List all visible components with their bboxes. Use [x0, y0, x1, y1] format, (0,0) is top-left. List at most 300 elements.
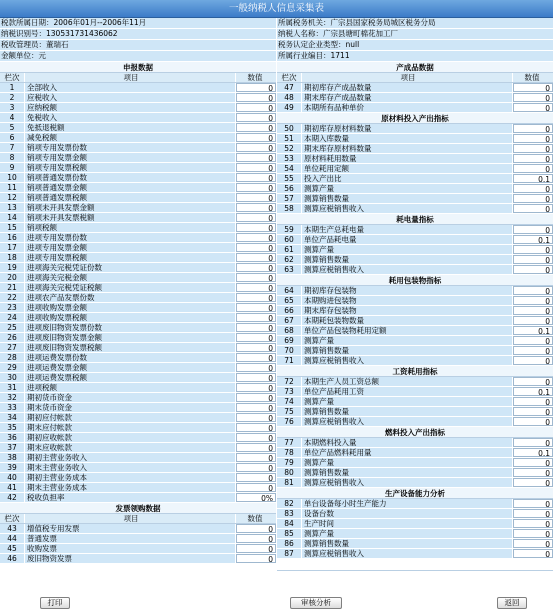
- back-button[interactable]: 返回: [497, 597, 527, 609]
- table-row: [0, 333, 276, 343]
- row-value-field[interactable]: 0.1: [513, 448, 553, 457]
- row-value-field[interactable]: 0: [236, 483, 276, 492]
- row-value-field[interactable]: 0: [236, 554, 276, 563]
- row-value-field[interactable]: 0: [513, 93, 553, 102]
- row-item: 进项税额: [25, 383, 236, 392]
- table-row: [0, 223, 276, 233]
- row-value-field[interactable]: 0: [513, 519, 553, 528]
- row-item: 期末主营业务成本: [25, 483, 236, 492]
- row-no: 65: [277, 296, 302, 305]
- row-item: 测算应税销售收入: [302, 417, 513, 426]
- row-value-field[interactable]: 0: [236, 353, 276, 362]
- row-value-field[interactable]: 0%: [236, 493, 276, 502]
- row-value-field[interactable]: 0: [236, 173, 276, 182]
- row-value-field[interactable]: 0: [513, 124, 553, 133]
- row-value-field[interactable]: 0: [236, 443, 276, 452]
- row-value-field[interactable]: 0: [236, 183, 276, 192]
- row-value-field[interactable]: 0: [513, 103, 553, 112]
- row-item: 生产时间: [302, 519, 513, 528]
- table-row: [0, 293, 276, 303]
- table-row: [277, 296, 553, 306]
- row-no: 36: [0, 433, 25, 442]
- table-header: [277, 73, 553, 83]
- indicator-panel: [277, 62, 553, 571]
- print-button[interactable]: 打印: [40, 597, 70, 609]
- row-item: 本期入库数量: [302, 134, 513, 143]
- row-item: 单位产品耗电量: [302, 235, 513, 244]
- row-item: 测算销售数量: [302, 407, 513, 416]
- row-no: 57: [277, 194, 302, 203]
- row-no: 6: [0, 133, 25, 142]
- table-row: [277, 468, 553, 478]
- row-value-field[interactable]: 0: [236, 263, 276, 272]
- row-value-field[interactable]: 0: [236, 233, 276, 242]
- row-value-field[interactable]: 0: [513, 306, 553, 315]
- row-value-field[interactable]: 0.1: [513, 174, 553, 183]
- row-item: 进项收购发票金额: [25, 303, 236, 312]
- row-no: 55: [277, 174, 302, 183]
- info-row: [0, 29, 553, 40]
- row-value-field[interactable]: 0: [513, 83, 553, 92]
- info-field-left: 金额单位：元: [1, 51, 46, 60]
- table-row: [0, 343, 276, 353]
- table-row: [0, 163, 276, 173]
- row-value-field[interactable]: 0: [236, 453, 276, 462]
- row-no: 9: [0, 163, 25, 172]
- row-value-field[interactable]: 0: [513, 346, 553, 355]
- row-item: 进项专用发票金额: [25, 243, 236, 252]
- row-value-field[interactable]: 0: [236, 423, 276, 432]
- row-value-field[interactable]: 0: [236, 313, 276, 322]
- table-row: [0, 123, 276, 133]
- table-row: [277, 509, 553, 519]
- row-value-field[interactable]: 0: [236, 163, 276, 172]
- section-title: 原材料投入产出指标: [277, 113, 553, 124]
- row-item: 期初库存原材料数量: [302, 124, 513, 133]
- row-item: 期末应付帐款: [25, 423, 236, 432]
- info-field-right: 纳税人名称：广宗县塘町棉花加工厂: [276, 29, 552, 39]
- row-no: 37: [0, 443, 25, 452]
- row-no: 85: [277, 529, 302, 538]
- section-title: 工资耗用指标: [277, 366, 553, 377]
- window-title: 一般纳税人信息采集表: [0, 0, 553, 18]
- table-row: [0, 473, 276, 483]
- row-item: 进项废旧物资发票份数: [25, 323, 236, 332]
- analyze-button[interactable]: 审核分析: [290, 597, 342, 609]
- row-item: 免税收入: [25, 113, 236, 122]
- row-value-field[interactable]: 0: [513, 458, 553, 467]
- table-row: [277, 306, 553, 316]
- row-value-field[interactable]: 0: [236, 153, 276, 162]
- row-item: 测算产量: [302, 397, 513, 406]
- row-value-field[interactable]: 0: [513, 417, 553, 426]
- row-no: 56: [277, 184, 302, 193]
- table-row: [277, 438, 553, 448]
- table-row: [0, 253, 276, 263]
- header-value: 数值: [247, 73, 263, 82]
- row-item: 测算应税销售收入: [302, 549, 513, 558]
- row-no: 19: [0, 263, 25, 272]
- row-value-field[interactable]: 0.1: [513, 387, 553, 396]
- row-no: 3: [0, 103, 25, 112]
- row-no: 11: [0, 183, 25, 192]
- row-value-field[interactable]: 0: [236, 544, 276, 553]
- row-value-field[interactable]: 0: [513, 549, 553, 558]
- row-item: 测算应税销售收入: [302, 265, 513, 274]
- row-value-field[interactable]: 0.1: [513, 326, 553, 335]
- table-row: [0, 143, 276, 153]
- row-value-field[interactable]: 0: [236, 203, 276, 212]
- row-value-field[interactable]: 0: [513, 265, 553, 274]
- table-row: [277, 194, 553, 204]
- row-item: 进项专用发票税额: [25, 253, 236, 262]
- table-row: [0, 233, 276, 243]
- row-value-field[interactable]: 0: [513, 529, 553, 538]
- row-item: 期初库存包装物: [302, 286, 513, 295]
- header-no: 栏次: [0, 514, 25, 523]
- row-no: 41: [0, 483, 25, 492]
- info-field-right: 所属税务机关：广宗县国家税务局城区税务分局: [276, 18, 552, 28]
- table-row: [0, 483, 276, 493]
- table-row: [277, 265, 553, 275]
- row-value-field[interactable]: 0: [513, 296, 553, 305]
- row-value-field[interactable]: 0: [513, 225, 553, 234]
- row-no: 25: [0, 323, 25, 332]
- table-row: [277, 235, 553, 245]
- table-row: [277, 225, 553, 235]
- row-no: 39: [0, 463, 25, 472]
- row-no: 52: [277, 144, 302, 153]
- row-value-field[interactable]: 0: [513, 509, 553, 518]
- row-value-field[interactable]: 0: [513, 255, 553, 264]
- row-value-field[interactable]: 0: [513, 154, 553, 163]
- row-item: 普通发票: [25, 534, 236, 543]
- row-item: 测算产量: [302, 458, 513, 467]
- table-row: [277, 134, 553, 144]
- row-no: 77: [277, 438, 302, 447]
- row-no: 22: [0, 293, 25, 302]
- table-row: [0, 303, 276, 313]
- row-value-field[interactable]: 0: [513, 377, 553, 386]
- table-row: [277, 286, 553, 296]
- table-row: [0, 383, 276, 393]
- row-item: 单位产品包装物耗用定额: [302, 326, 513, 335]
- table-header: [0, 73, 276, 83]
- table-row: [0, 133, 276, 143]
- row-item: 免抵退税额: [25, 123, 236, 132]
- row-no: 51: [277, 134, 302, 143]
- row-value-field[interactable]: 0: [236, 303, 276, 312]
- table-row: [277, 174, 553, 184]
- row-item: 期末主营业务收入: [25, 463, 236, 472]
- row-item: 期末库存包装物: [302, 306, 513, 315]
- row-value-field[interactable]: 0: [236, 83, 276, 92]
- row-no: 71: [277, 356, 302, 365]
- row-value-field[interactable]: 0: [236, 103, 276, 112]
- table-row: [277, 387, 553, 397]
- table-row: [0, 213, 276, 223]
- row-no: 67: [277, 316, 302, 325]
- row-value-field[interactable]: 0: [513, 164, 553, 173]
- table-row: [0, 493, 276, 503]
- info-field-right: 税务认定企业类型：null: [276, 40, 552, 50]
- row-item: 进项废旧物资发票税额: [25, 343, 236, 352]
- row-no: 58: [277, 204, 302, 213]
- row-value-field[interactable]: 0: [236, 133, 276, 142]
- row-item: 设备台数: [302, 509, 513, 518]
- table-row: [277, 103, 553, 113]
- row-value-field[interactable]: 0: [236, 463, 276, 472]
- row-item: 期初主营业务成本: [25, 473, 236, 482]
- table-row: [0, 524, 276, 534]
- table-row: [277, 539, 553, 549]
- table-row: [0, 153, 276, 163]
- row-value-field[interactable]: 0: [513, 316, 553, 325]
- row-value-field[interactable]: 0: [513, 397, 553, 406]
- row-value-field[interactable]: 0: [513, 194, 553, 203]
- table-row: [0, 193, 276, 203]
- header-value: 数值: [524, 73, 540, 82]
- section-title: 产成品数据: [277, 62, 553, 73]
- row-value-field[interactable]: 0: [236, 213, 276, 222]
- row-value-field[interactable]: 0: [513, 438, 553, 447]
- row-no: 73: [277, 387, 302, 396]
- row-no: 32: [0, 393, 25, 402]
- row-item: 销项未开具发票税额: [25, 213, 236, 222]
- row-item: 单位产品耗用工资: [302, 387, 513, 396]
- info-field-right: 所属行业编目：1711: [276, 51, 552, 61]
- row-value-field[interactable]: 0: [236, 343, 276, 352]
- row-no: 60: [277, 235, 302, 244]
- table-row: [277, 184, 553, 194]
- table-row: [277, 93, 553, 103]
- row-value-field[interactable]: 0: [513, 478, 553, 487]
- row-value-field[interactable]: 0: [236, 193, 276, 202]
- row-value-field[interactable]: 0: [236, 113, 276, 122]
- row-no: 86: [277, 539, 302, 548]
- section-title: 申报数据: [0, 62, 276, 73]
- row-item: 单位产品燃料耗用量: [302, 448, 513, 457]
- table-row: [277, 448, 553, 458]
- table-row: [277, 417, 553, 427]
- row-no: 15: [0, 223, 25, 232]
- row-item: 本期燃料投入量: [302, 438, 513, 447]
- row-value-field[interactable]: 0: [236, 93, 276, 102]
- row-no: 87: [277, 549, 302, 558]
- row-no: 2: [0, 93, 25, 102]
- row-no: 35: [0, 423, 25, 432]
- section-title: 耗用包装物指标: [277, 275, 553, 286]
- row-value-field[interactable]: 0.1: [513, 235, 553, 244]
- row-no: 44: [0, 534, 25, 543]
- row-value-field[interactable]: 0: [236, 403, 276, 412]
- row-no: 24: [0, 313, 25, 322]
- row-value-field[interactable]: 0: [236, 524, 276, 533]
- row-value-field[interactable]: 0: [236, 283, 276, 292]
- row-item: 应税收入: [25, 93, 236, 102]
- table-row: [0, 353, 276, 363]
- table-row: [0, 113, 276, 123]
- row-no: 76: [277, 417, 302, 426]
- row-item: 本期购进包装物: [302, 296, 513, 305]
- row-item: 测算应税销售收入: [302, 356, 513, 365]
- info-row: [0, 40, 553, 51]
- row-value-field[interactable]: 0: [236, 143, 276, 152]
- row-value-field[interactable]: 0: [236, 373, 276, 382]
- table-row: [277, 356, 553, 366]
- row-item: 测算销售数量: [302, 255, 513, 264]
- row-item: 收购发票: [25, 544, 236, 553]
- table-row: [277, 499, 553, 509]
- row-item: 减免税额: [25, 133, 236, 142]
- row-item: 销项专用发票份数: [25, 143, 236, 152]
- row-no: 61: [277, 245, 302, 254]
- row-item: 期初主营业务收入: [25, 453, 236, 462]
- row-item: 期初库存产成品数量: [302, 83, 513, 92]
- row-no: 69: [277, 336, 302, 345]
- table-row: [0, 243, 276, 253]
- row-no: 13: [0, 203, 25, 212]
- taxpayer-info: [0, 18, 553, 62]
- row-no: 16: [0, 233, 25, 242]
- row-value-field[interactable]: 0: [236, 473, 276, 482]
- info-row: [0, 18, 553, 29]
- row-no: 5: [0, 123, 25, 132]
- row-item: 本期生产总耗电量: [302, 225, 513, 234]
- row-no: 17: [0, 243, 25, 252]
- row-item: 销项普通发票份数: [25, 173, 236, 182]
- row-value-field[interactable]: 0: [236, 223, 276, 232]
- row-value-field[interactable]: 0: [236, 293, 276, 302]
- row-item: 进项运费发票税额: [25, 373, 236, 382]
- row-item: 测算应税销售收入: [302, 204, 513, 213]
- row-value-field[interactable]: 0: [236, 534, 276, 543]
- row-no: 43: [0, 524, 25, 533]
- row-no: 45: [0, 544, 25, 553]
- section-title: 耗电量指标: [277, 214, 553, 225]
- row-value-field[interactable]: 0: [513, 245, 553, 254]
- row-value-field[interactable]: 0: [236, 253, 276, 262]
- section-title: 发票领购数据: [0, 503, 276, 514]
- row-item: 测算产量: [302, 245, 513, 254]
- row-value-field[interactable]: 0: [513, 499, 553, 508]
- row-no: 20: [0, 273, 25, 282]
- row-item: 税收负担率: [25, 493, 236, 502]
- row-item: 测算产量: [302, 529, 513, 538]
- row-item: 进项运费发票金额: [25, 363, 236, 372]
- header-item: 项目: [25, 73, 236, 82]
- row-value-field[interactable]: 0: [513, 356, 553, 365]
- row-no: 28: [0, 353, 25, 362]
- table-row: [277, 255, 553, 265]
- row-item: 本期耗包装物数量: [302, 316, 513, 325]
- row-no: 66: [277, 306, 302, 315]
- row-value-field[interactable]: 0: [513, 336, 553, 345]
- row-no: 81: [277, 478, 302, 487]
- section-title: 生产设备能力分析: [277, 488, 553, 499]
- table-row: [277, 407, 553, 417]
- row-value-field[interactable]: 0: [236, 383, 276, 392]
- row-value-field[interactable]: 0: [513, 144, 553, 153]
- row-value-field[interactable]: 0: [236, 243, 276, 252]
- table-row: [0, 554, 276, 564]
- row-item: 进项海关完税凭证税额: [25, 283, 236, 292]
- row-value-field[interactable]: 0: [236, 363, 276, 372]
- row-no: 47: [277, 83, 302, 92]
- row-no: 53: [277, 154, 302, 163]
- button-bar: [0, 597, 553, 611]
- row-value-field[interactable]: 0: [236, 323, 276, 332]
- row-no: 49: [277, 103, 302, 112]
- row-value-field[interactable]: 0: [513, 286, 553, 295]
- table-row: [0, 544, 276, 554]
- row-value-field[interactable]: 0: [236, 333, 276, 342]
- table-row: [0, 413, 276, 423]
- table-row: [277, 397, 553, 407]
- row-no: 42: [0, 493, 25, 502]
- row-item: 销项普通发票金额: [25, 183, 236, 192]
- table-row: [0, 183, 276, 193]
- row-item: 期末库存原材料数量: [302, 144, 513, 153]
- row-value-field[interactable]: 0: [236, 433, 276, 442]
- row-item: 期末应收帐款: [25, 443, 236, 452]
- header-item: 项目: [25, 514, 236, 523]
- table-row: [277, 83, 553, 93]
- row-value-field[interactable]: 0: [513, 407, 553, 416]
- row-no: 33: [0, 403, 25, 412]
- row-item: 销项专用发票税额: [25, 163, 236, 172]
- row-no: 80: [277, 468, 302, 477]
- row-value-field[interactable]: 0: [513, 134, 553, 143]
- row-value-field[interactable]: 0: [513, 184, 553, 193]
- table-header: [0, 514, 276, 524]
- row-value-field[interactable]: 0: [236, 393, 276, 402]
- row-value-field[interactable]: 0: [513, 468, 553, 477]
- row-no: 78: [277, 448, 302, 457]
- row-no: 31: [0, 383, 25, 392]
- table-row: [0, 463, 276, 473]
- row-value-field[interactable]: 0: [236, 413, 276, 422]
- row-no: 83: [277, 509, 302, 518]
- row-item: 期末库存产成品数量: [302, 93, 513, 102]
- row-item: 投入产出比: [302, 174, 513, 183]
- table-row: [0, 534, 276, 544]
- row-no: 7: [0, 143, 25, 152]
- row-no: 12: [0, 193, 25, 202]
- header-no: 栏次: [0, 73, 25, 82]
- row-item: 销项专用发票金额: [25, 153, 236, 162]
- row-no: 46: [0, 554, 25, 563]
- row-item: 期末货币资金: [25, 403, 236, 412]
- row-value-field[interactable]: 0: [236, 273, 276, 282]
- info-field-left: 税收管理员：董瑞石: [1, 40, 69, 49]
- row-item: 进项专用发票份数: [25, 233, 236, 242]
- row-no: 75: [277, 407, 302, 416]
- table-row: [0, 263, 276, 273]
- row-item: 进项收购发票税额: [25, 313, 236, 322]
- row-item: 测算销售数量: [302, 346, 513, 355]
- row-value-field[interactable]: 0: [513, 539, 553, 548]
- row-no: 27: [0, 343, 25, 352]
- row-value-field[interactable]: 0: [236, 123, 276, 132]
- table-row: [277, 144, 553, 154]
- row-no: 70: [277, 346, 302, 355]
- row-item: 增值税专用发票: [25, 524, 236, 533]
- row-no: 64: [277, 286, 302, 295]
- row-value-field[interactable]: 0: [513, 204, 553, 213]
- row-no: 50: [277, 124, 302, 133]
- row-item: 进项农产品发票份数: [25, 293, 236, 302]
